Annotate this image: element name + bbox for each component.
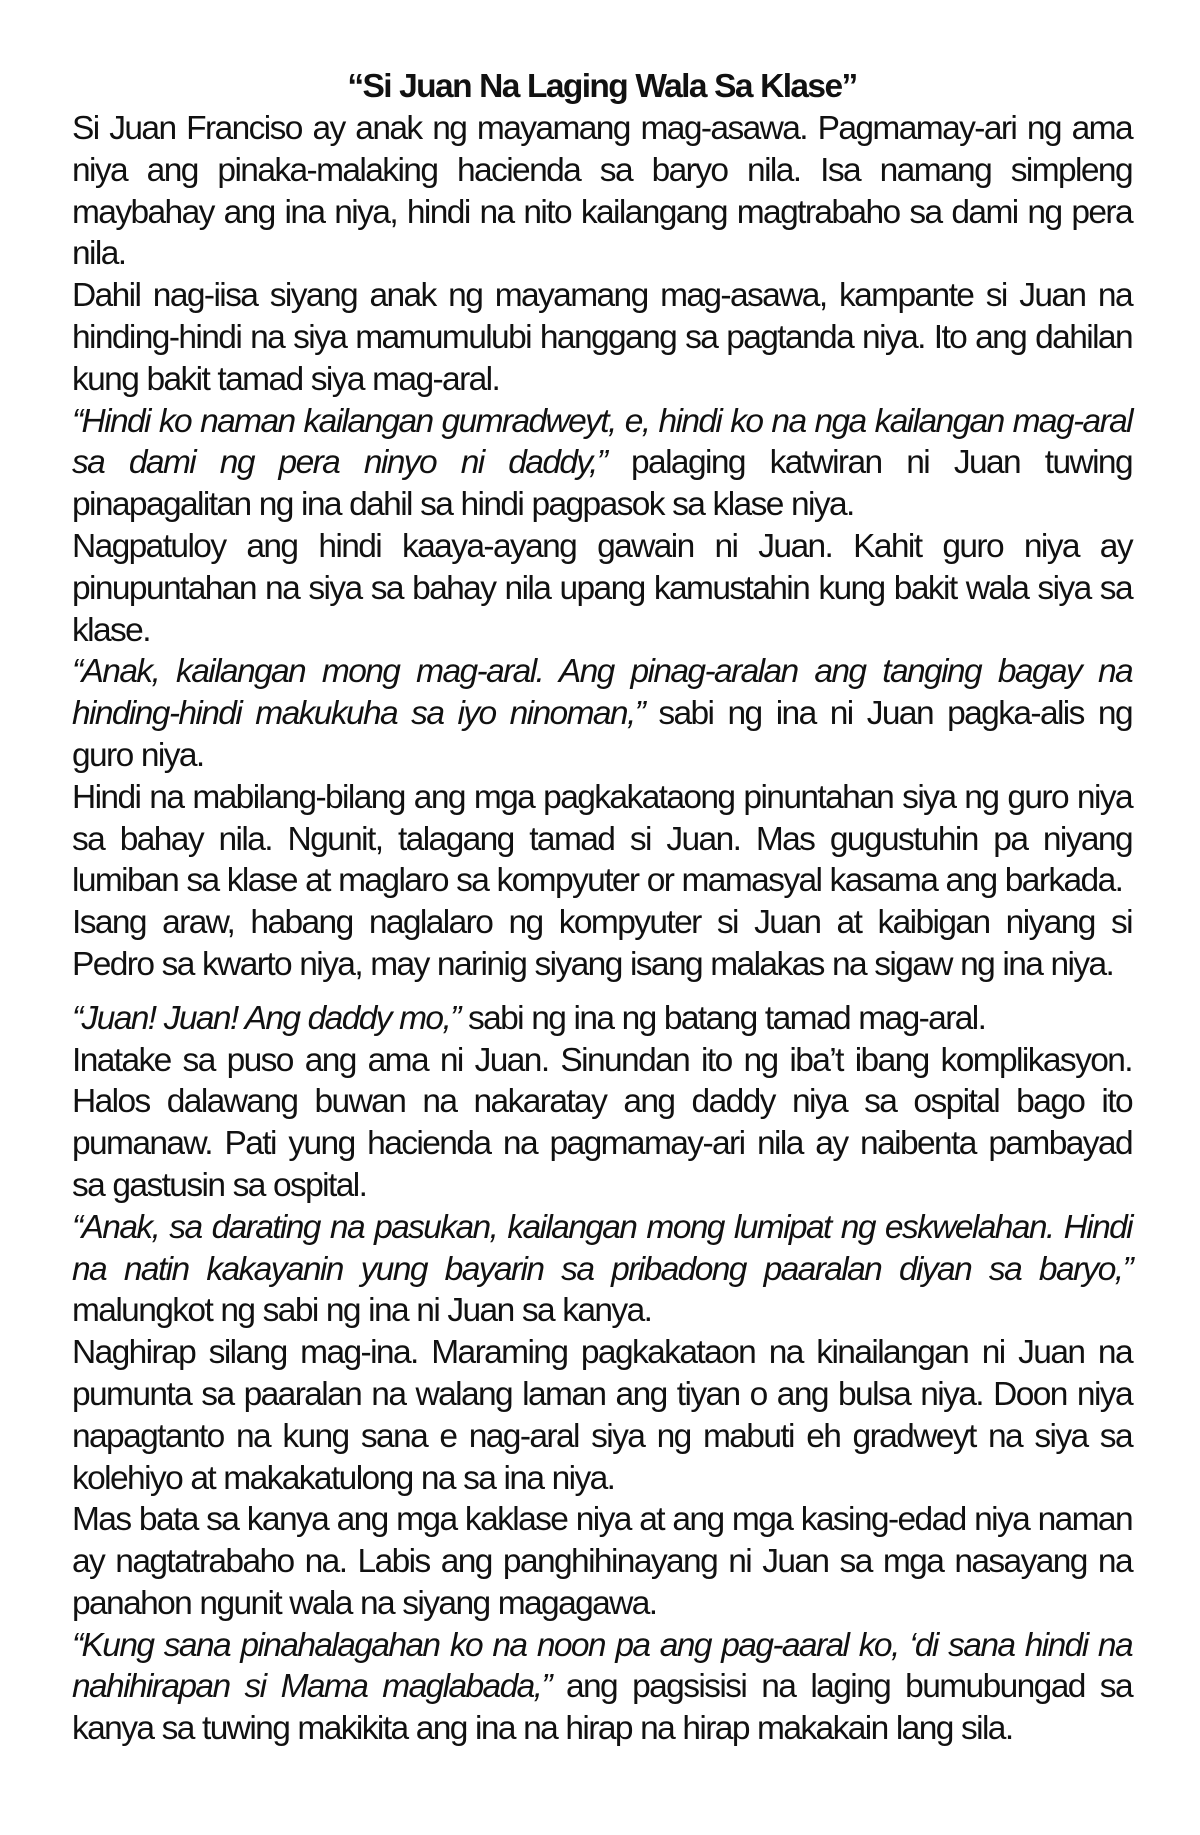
paragraph-text: Mas bata sa kanya ang mga kaklase niya at ang mga kasing-edad niya naman ay nagtatrabaho na. Labis ang panghihinayang ni Juan sa mga nasayang na panahon ngunit wala na siyang magagawa.: [72, 1501, 1132, 1622]
paragraph-4: [72, 526, 1132, 651]
paragraph-6: [72, 777, 1132, 902]
dialogue-quote: “Juan! Juan! Ang daddy mo,”: [72, 999, 460, 1037]
paragraph-1: [72, 108, 1132, 275]
paragraph-text: sabi ng ina ni Juan pagka-alis ng guro niya.: [72, 695, 1132, 774]
paragraph-text: Inatake sa puso ang ama ni Juan. Sinundan ito ng iba’t ibang komplikasyon. Halos dalawang buwan na nakaratay ang daddy niya sa ospital bago ito pumanaw. Pati yung hacienda na pagmamay-ari nila ay naibenta pambayad sa gastusin sa ospital.: [72, 1041, 1132, 1204]
paragraph-text: Isang araw, habang naglalaro ng kompyuter si Juan at kaibigan niyang si Pedro sa kwarto niya, may narinig siyang isang malakas na sigaw ng ina niya.: [72, 904, 1132, 983]
paragraph-11: [72, 1332, 1132, 1499]
dialogue-quote: “Anak, sa darating na pasukan, kailangan mong lumipat ng eskwelahan. Hindi na natin kakayanin yung bayarin sa pribadong paaralan diyan sa baryo,”: [72, 1208, 1132, 1288]
dialogue-quote: “Hindi ko naman kailangan gumradweyt, e, hindi ko na nga kailangan mag-aral sa dami ng pera ninyo ni daddy,”: [72, 402, 1132, 482]
paragraph-text: Nagpatuloy ang hindi kaaya-ayang gawain ni Juan. Kahit guro niya ay pinupuntahan na siya sa bahay nila upang kamustahin kung bakit wala siya sa klase.: [72, 527, 1132, 649]
paragraph-7: [72, 902, 1132, 986]
paragraph-13: [72, 1625, 1132, 1750]
paragraph-text: malungkot ng sabi ng ina ni Juan sa kanya.: [72, 1292, 652, 1330]
paragraph-5: [72, 651, 1132, 776]
paragraph-text: Dahil nag-iisa siyang anak ng mayamang mag-asawa, kampante si Juan na hinding-hindi na siya mamumulubi hanggang sa pagtanda niya. Ito ang dahilan kung bakit tamad siya mag-aral.: [72, 277, 1132, 398]
paragraph-3: [72, 401, 1132, 526]
paragraph-8: [72, 998, 1132, 1040]
paragraph-text: palaging katwiran ni Juan tuwing pinapagalitan ng ina dahil sa hindi pagpasok sa klase niya.: [72, 444, 1132, 524]
paragraph-text: ang pagsisisi na laging bumubungad sa kanya sa tuwing makikita ang ina na hirap na hirap makakain lang sila.: [72, 1668, 1132, 1748]
paragraph-12: [72, 1499, 1132, 1624]
paragraph-text: sabi ng ina ng batang tamad mag-aral.: [459, 999, 986, 1037]
paragraph-text: Hindi na mabilang-bilang ang mga pagkakataong pinuntahan siya ng guro niya sa bahay nila. Ngunit, talagang tamad si Juan. Mas gugustuhin pa niyang lumiban sa klase at maglaro sa kompyuter or mamasyal kasama ang barkada.: [72, 778, 1132, 900]
paragraph-text: Si Juan Franciso ay anak ng mayamang mag-asawa. Pagmamay-ari ng ama niya ang pinaka-malaking hacienda sa baryo nila. Isa namang simpleng maybahay ang ina niya, hindi na nito kailangang magtrabaho sa dami ng pera nila.: [72, 110, 1132, 273]
document-page: [72, 66, 1132, 1750]
paragraph-10: [72, 1207, 1132, 1332]
paragraph-9: [72, 1040, 1132, 1207]
dialogue-quote: “Kung sana pinahalagahan ko na noon pa ang pag-aaral ko, ‘di sana hindi na nahihirapan si Mama maglabada,”: [72, 1626, 1132, 1706]
story-title: “Si Juan Na Laging Wala Sa Klase”: [347, 68, 857, 105]
paragraph-2: [72, 275, 1132, 400]
paragraph-text: Naghirap silang mag-ina. Maraming pagkakataon na kinailangan ni Juan na pumunta sa paaralan na walang laman ang tiyan o ang bulsa niya. Doon niya napagtanto na kung sana e nag-aral siya ng mabuti eh gradweyt na siya sa kolehiyo at makakatulong na sa ina niya.: [72, 1334, 1132, 1497]
dialogue-quote: “Anak, kailangan mong mag-aral. Ang pinag-aralan ang tanging bagay na hinding-hindi makukuha sa iyo ninoman,”: [72, 653, 1132, 733]
